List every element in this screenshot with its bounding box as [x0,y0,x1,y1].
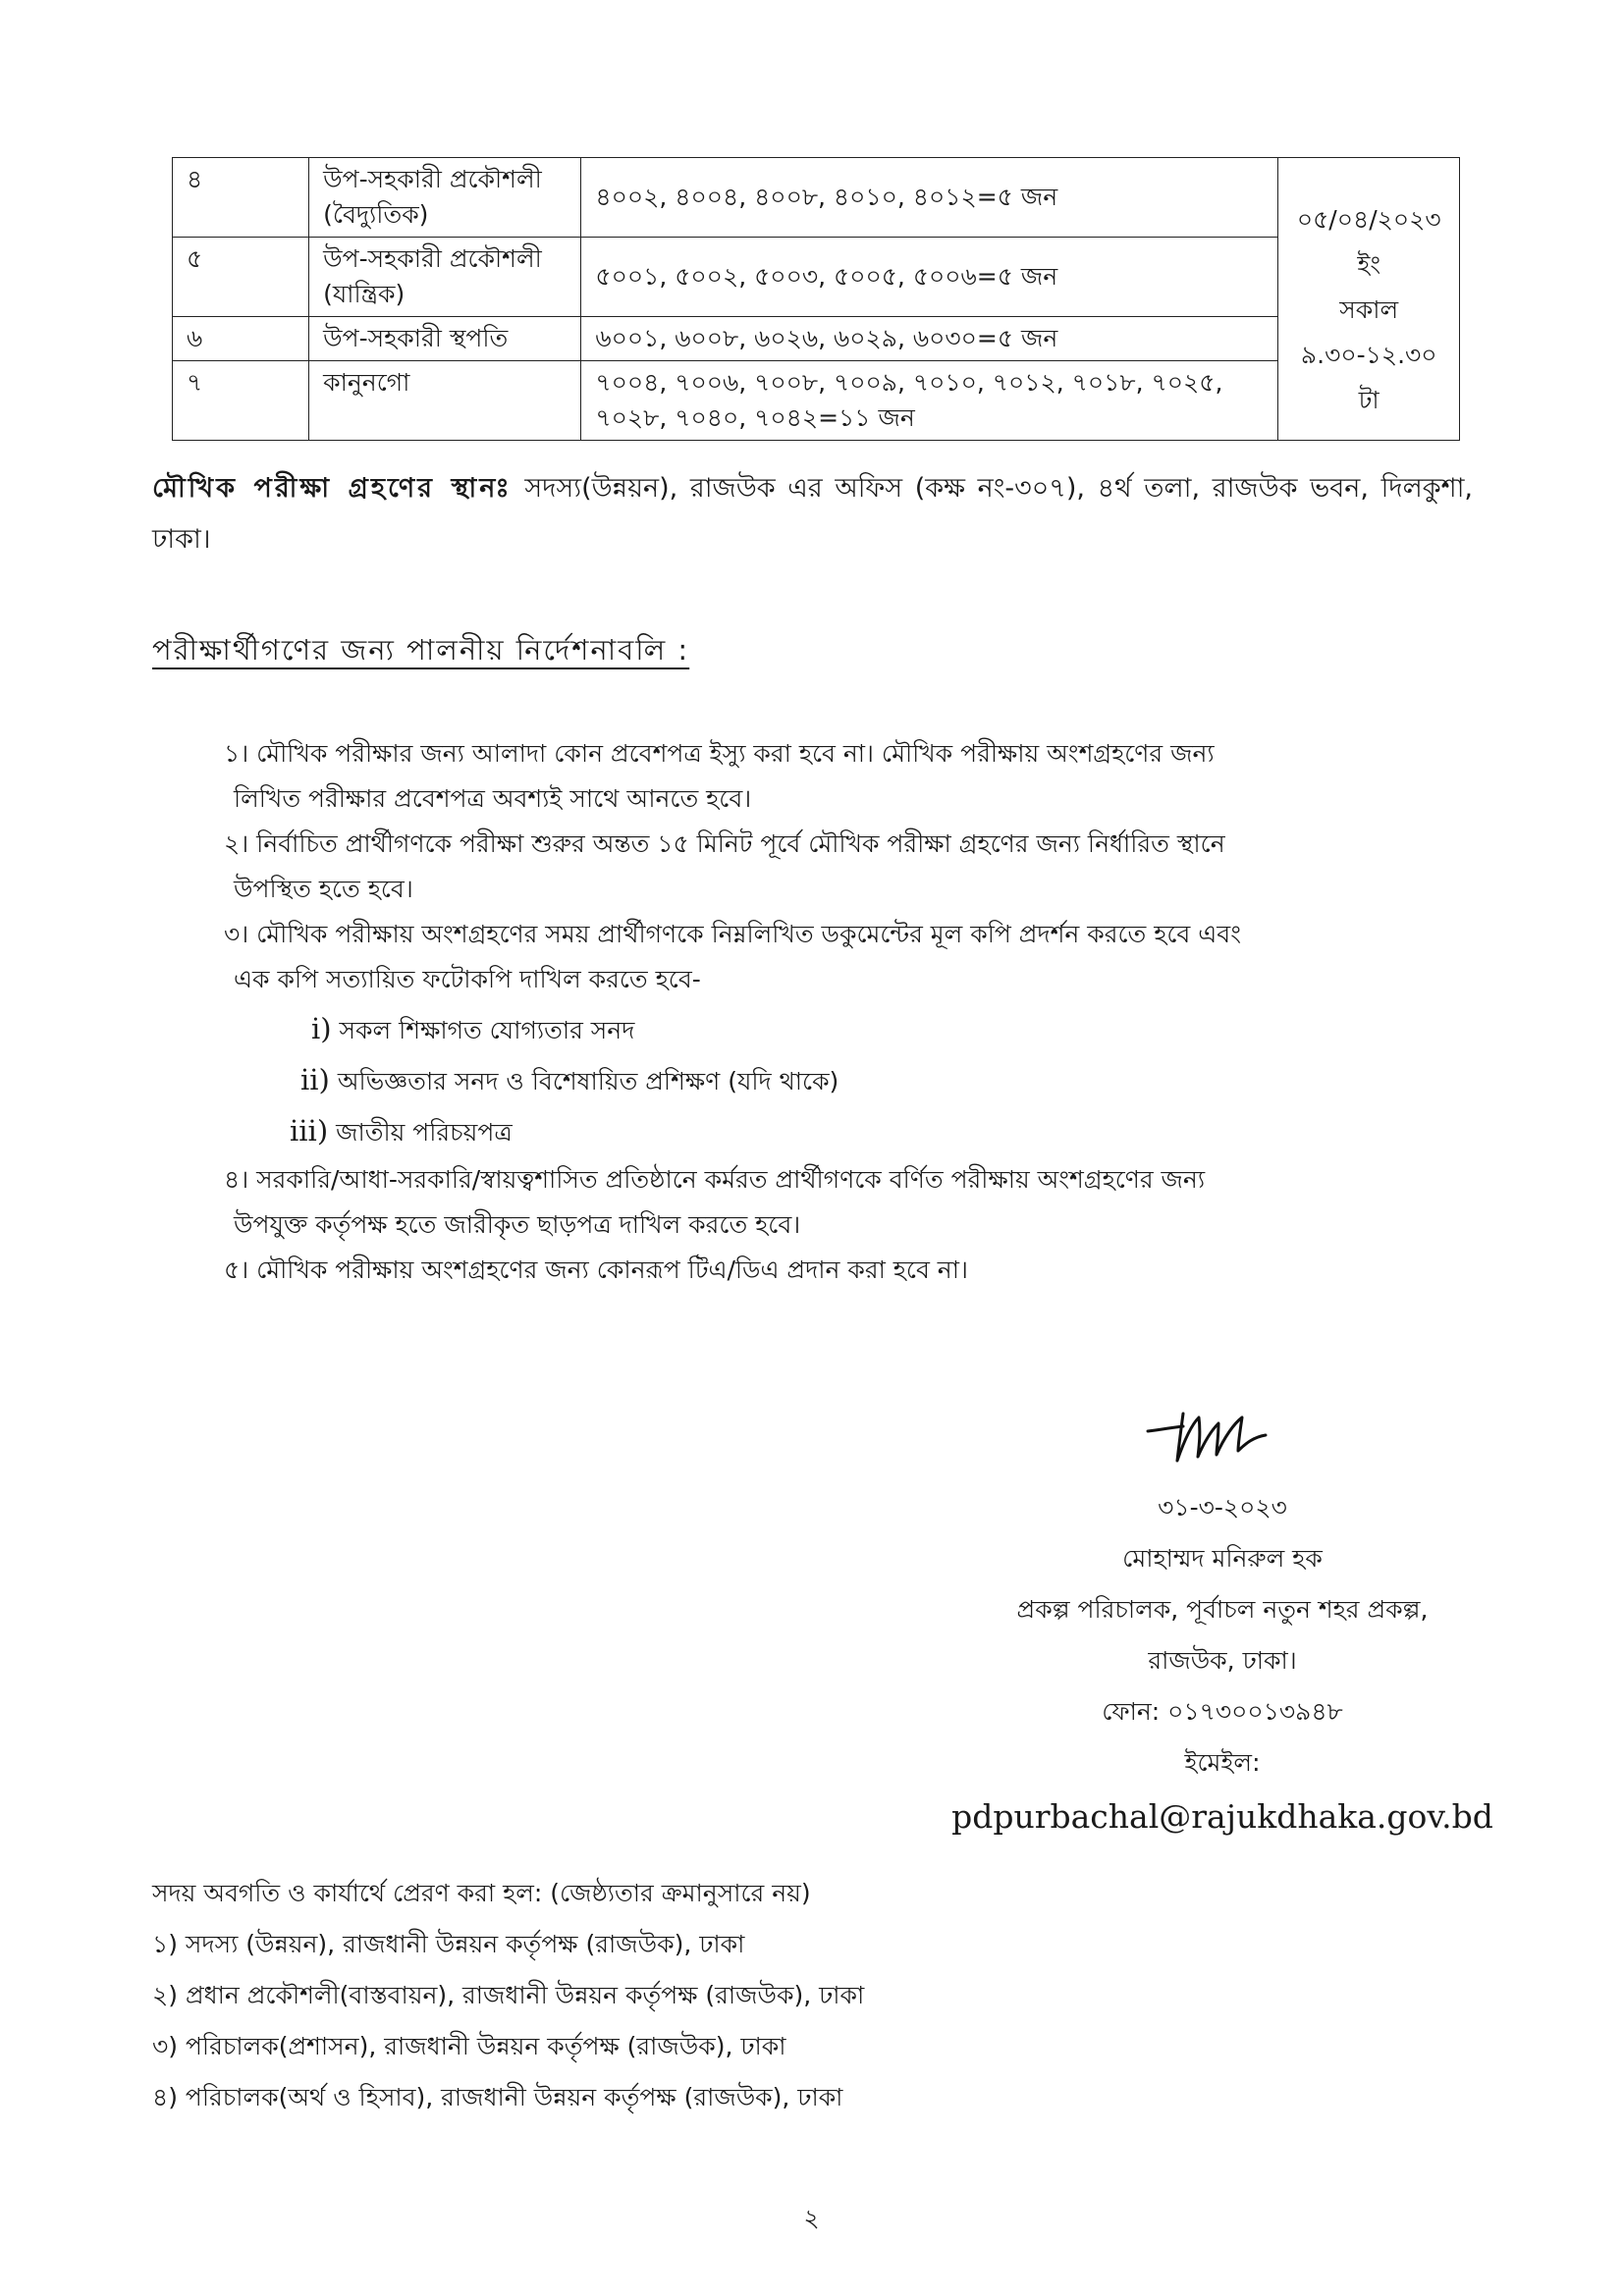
instruction-item [224,731,1422,822]
serial-cell: ৭ [173,361,309,441]
schedule-cell [1278,158,1460,441]
roman-numeral: i) [311,1012,332,1045]
instruction-item [224,1248,1422,1293]
candidate-table [172,157,1460,441]
sublist-text: জাতীয় পরিচয়পত্র [328,1118,513,1147]
signatory-office: রাজউক, ঢাকা। [1148,1646,1297,1675]
signatory-name: মোহাম্মদ মনিরুল হক [1122,1544,1323,1573]
serial-cell: ৬ [173,317,309,361]
table-row [173,158,1460,238]
schedule-session: সকাল [1339,295,1399,324]
roll-cell: ৭০০৪, ৭০০৬, ৭০০৮, ৭০০৯, ৭০১০, ৭০১২, ৭০১৮, ৭০২৫, ৭০২৮, ৭০৪০, ৭০৪২=১১ জন [581,361,1278,441]
schedule-era: ইং [1357,250,1381,279]
roll-cell: ৬০০১, ৬০০৮, ৬০২৬, ৬০২৯, ৬০৩০=৫ জন [581,317,1278,361]
list-item: ৪) পরিচালক(অর্থ ও হিসাব), রাজধানী উন্নয়ন কর্তৃপক্ষ (রাজউক), ঢাকা [152,2083,843,2111]
instruction-line: উপস্থিত হতে হবে। [234,875,413,903]
instructions-heading: পরীক্ষার্থীগণের জন্য পালনীয় নির্দেশনাবলি : [152,633,690,667]
serial-cell: ৪ [173,158,309,238]
sublist-text: সকল শিক্ষাগত যোগ্যতার সনদ [331,1016,635,1044]
venue-label: মৌখিক পরীক্ষা গ্রহণের স্থানঃ [152,473,513,504]
roll-cell: ৪০০২, ৪০০৪, ৪০০৮, ৪০১০, ৪০১২=৫ জন [581,158,1278,238]
instructions-list [224,731,1422,1293]
page-number: ২ [803,2204,820,2232]
instruction-line: লিখিত পরীক্ষার প্রবেশপত্র অবশ্যই সাথে আনতে হবে। [234,784,752,813]
instruction-item [224,822,1422,912]
post-cell: উপ-সহকারী প্রকৌশলী (যান্ত্রিক) [309,238,581,317]
serial-cell: ৫ [173,238,309,317]
post-cell: কানুনগো [309,361,581,441]
instruction-line: ১। মৌখিক পরীক্ষার জন্য আলাদা কোন প্রবেশপত্র ইস্যু করা হবে না। মৌখিক পরীক্ষায় অংশগ্রহণের জন্য [224,739,1215,768]
email-link[interactable]: pdpurbachal@rajukdhaka.gov.bd [951,1797,1493,1836]
instruction-item [224,1157,1422,1248]
list-item: ২) প্রধান প্রকৌশলী(বাস্তবায়ন), রাজধানী উন্নয়ন কর্তৃপক্ষ (রাজউক), ঢাকা [152,1981,865,2009]
schedule-suffix: টা [1358,386,1380,414]
sign-date: ৩১-৩-২০২৩ [1158,1493,1287,1522]
handwritten-signature [1144,1394,1271,1472]
roman-numeral: iii) [290,1114,329,1148]
venue-text: সদস্য(উন্নয়ন), রাজউক এর অফিস (কক্ষ নং-৩০৭), ৪র্থ তলা, রাজউক ভবন, দিলকুশা, ঢাকা। [152,473,1473,555]
copy-heading: সদয় অবগতি ও কার্যার্থে প্রেরণ করা হল: (জেষ্ঠ্যতার ক্রমানুসারে নয়) [152,1879,811,1907]
schedule-time: ৯.৩০-১২.৩০ [1300,341,1437,369]
instruction-item [224,912,1422,1157]
table-row [173,317,1460,361]
table-row [173,361,1460,441]
signatory-block [913,1482,1532,1843]
roman-numeral: ii) [300,1063,330,1096]
list-item: ৩) পরিচালক(প্রশাসন), রাজধানী উন্নয়ন কর্তৃপক্ষ (রাজউক), ঢাকা [152,2032,786,2060]
post-cell: উপ-সহকারী প্রকৌশলী (বৈদ্যুতিক) [309,158,581,238]
post-cell: উপ-সহকারী স্থপতি [309,317,581,361]
signatory-designation: প্রকল্প পরিচালক, পূর্বাচল নতুন শহর প্রকল্প, [1016,1595,1429,1624]
sublist-item [224,1004,1422,1055]
email-label: ইমেইল: [1184,1748,1261,1777]
instruction-line: ২। নির্বাচিত প্রার্থীগণকে পরীক্ষা শুরুর অন্তত ১৫ মিনিট পূর্বে মৌখিক পরীক্ষা গ্রহণের জন্য নির্ধারিত স্থানে [224,829,1225,858]
list-item: ১) সদস্য (উন্নয়ন), রাজধানী উন্নয়ন কর্তৃপক্ষ (রাজউক), ঢাকা [152,1930,745,1958]
instruction-line: ৫। মৌখিক পরীক্ষায় অংশগ্রহণের জন্য কোনরূপ টিএ/ডিএ প্রদান করা হবে না। [224,1255,968,1284]
signatory-phone: ফোন: ০১৭৩০০১৩৯৪৮ [1102,1697,1343,1726]
instruction-line: ৪। সরকারি/আধা-সরকারি/স্বায়ত্বশাসিত প্রতিষ্ঠানে কর্মরত প্রার্থীগণকে বর্ণিত পরীক্ষায় অংশগ্রহণের জন্য [224,1165,1206,1194]
copy-distribution [152,1868,1330,2123]
sublist-item [224,1106,1422,1157]
schedule-date: ০৫/০৪/২০২৩ [1296,205,1441,234]
instruction-line: এক কপি সত্যায়িত ফটোকপি দাখিল করতে হবে- [234,965,701,993]
document-sublist [224,1004,1422,1157]
roll-cell: ৫০০১, ৫০০২, ৫০০৩, ৫০০৫, ৫০০৬=৫ জন [581,238,1278,317]
sublist-text: অভিজ্ঞতার সনদ ও বিশেষায়িত প্রশিক্ষণ (যদি থাকে) [329,1067,839,1095]
sublist-item [224,1055,1422,1106]
instruction-line: উপযুক্ত কর্তৃপক্ষ হতে জারীকৃত ছাড়পত্র দাখিল করতে হবে। [234,1210,801,1239]
exam-venue [152,463,1473,565]
table-row [173,238,1460,317]
instruction-line: ৩। মৌখিক পরীক্ষায় অংশগ্রহণের সময় প্রার্থীগণকে নিম্নলিখিত ডকুমেন্টের মূল কপি প্রদর্শন করতে হবে এবং [224,920,1241,948]
